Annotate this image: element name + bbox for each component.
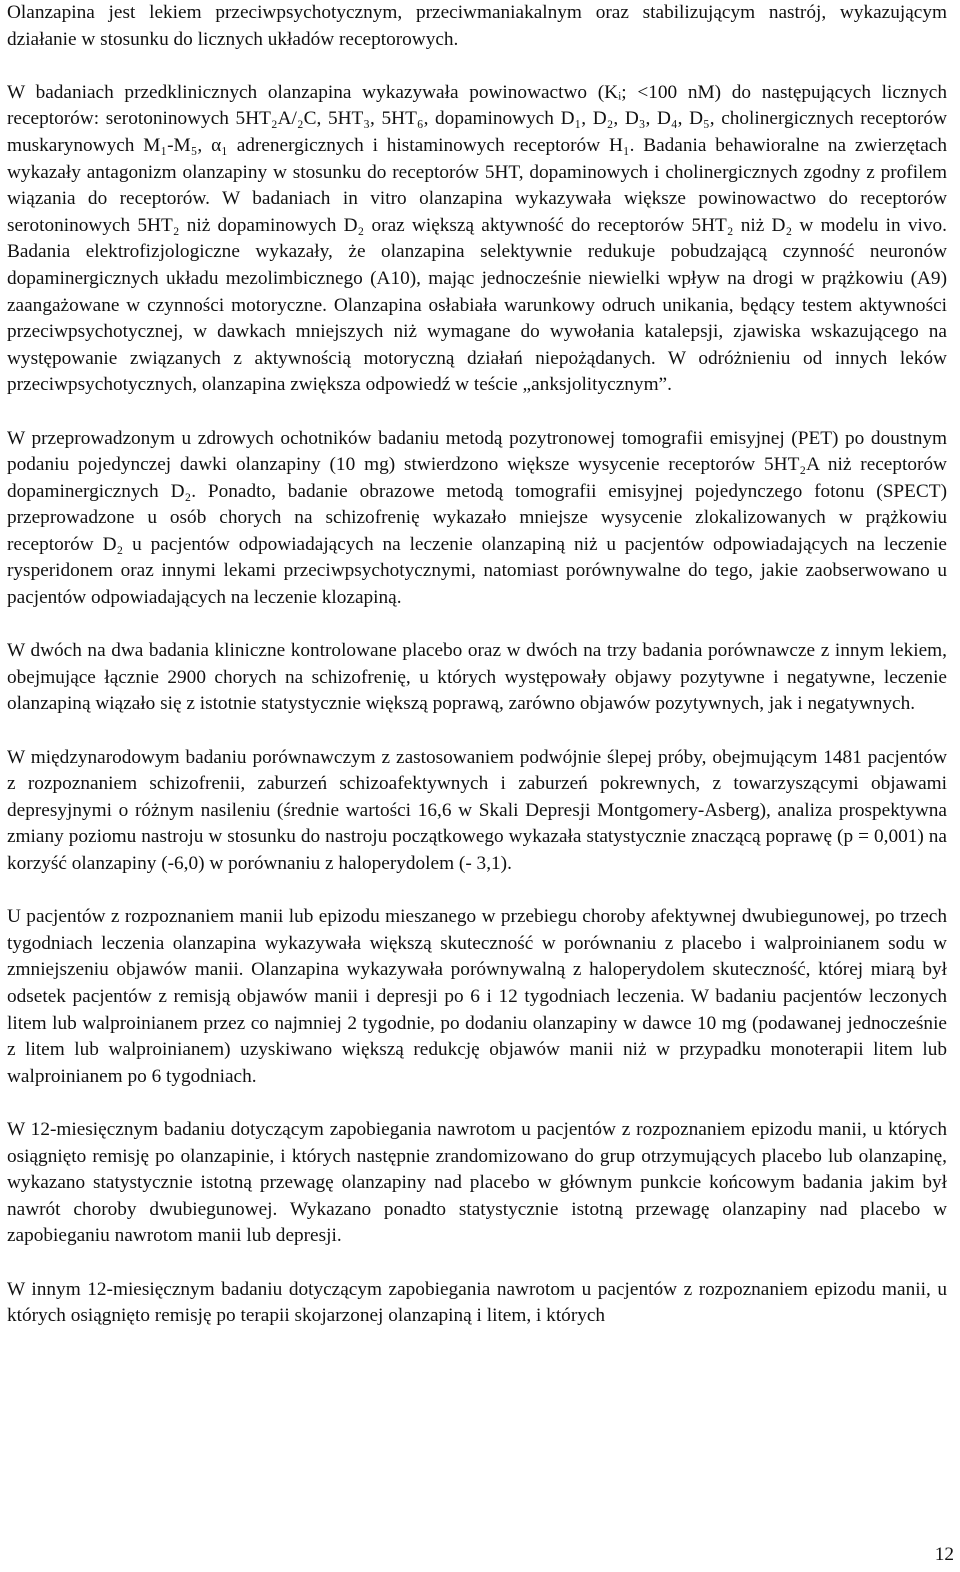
paragraph-combination-therapy: W innym 12-miesięcznym badaniu dotyczącym zapobiegania nawrotom u pacjentów z rozpoznaniem epizodu manii, u których osiągnięto remisję po terapii skojarzonej olanzapiną i litem, i których	[7, 1278, 947, 1327]
paragraph-international-trial: W międzynarodowym badaniu porównawczym z zastosowaniem podwójnie ślepej próby, obejmującym 1481 pacjentów z rozpoznaniem schizofrenii, zaburzeń schizoafektywnych i zaburzeń pokrewnych, z towarzyszącymi objawami depresyjnymi o różnym nasileniu (średnie wartości 16,6 w Skali Depresji Montgomery-Asberg), analiza prospektywna zmiany poziomu nastroju w stosunku do nastroju początkowego wykazała statystycznie znaczącą poprawę (p = 0,001) na korzyść olanzapiny (-6,0) w porównaniu z haloperydolem (- 3,1).	[7, 746, 947, 874]
paragraph-mechanism-intro: Olanzapina jest lekiem przeciwpsychotycznym, przeciwmaniakalnym oraz stabilizującym nastrój, wykazującym działanie w stosunku do licznych układów receptorowych.	[7, 2, 947, 50]
paragraph-relapse-prevention: W 12-miesięcznym badaniu dotyczącym zapobiegania nawrotom u pacjentów z rozpoznaniem epizodu manii, u których osiągnięto remisję po olanzapinie, i których następnie zrandomizowano do grup otrzymujących placebo lub olanzapinę, wykazano statystycznie istotną przewagę olanzapiny nad placebo w głównym punkcie końcowym badania jakim był nawrót choroby dwubiegunowej. Wykazano ponadto statystycznie istotną przewagę olanzapiny nad placebo w zapobieganiu nawrotom manii lub depresji.	[7, 1118, 947, 1247]
document-body	[7, 0, 947, 1330]
paragraph-pet-spect-studies: W przeprowadzonym u zdrowych ochotników badaniu metodą pozytronowej tomografii emisyjnej (PET) po doustnym podaniu pojedynczej dawki olanzapiny (10 mg) stwierdzono większe wysycenie receptorów 5HT₂A niż receptorów dopaminergicznych D₂. Ponadto, badanie obrazowe metodą tomografii emisyjnej pojedynczego fotonu (SPECT) przeprowadzone u osób chorych na schizofrenię wykazało mniejsze wysycenie zlokalizowanych w prążkowiu receptorów D₂ u pacjentów odpowiadających na leczenie olanzapiną niż u pacjentów odpowiadających na leczenie rysperidonem oraz innymi lekami przeciwpsychotycznymi, natomiast porównywalne do tego, jakie zaobserwowano u pacjentów odpowiadających na leczenie klozapiną.	[7, 427, 947, 609]
page-number: 12	[934, 1544, 954, 1565]
paragraph-preclinical-studies: W badaniach przedklinicznych olanzapina wykazywała powinowactwo (Kᵢ; <100 nM) do następujących licznych receptorów: serotoninowych 5HT₂A/₂C, 5HT₃, 5HT₆, dopaminowych D₁, D₂, D₃, D₄, D₅, cholinergicznych receptorów muskarynowych M₁-M₅, α₁ adrenergicznych i histaminowych receptorów H₁. Badania behawioralne na zwierzętach wykazały antagonizm olanzapiny w stosunku do receptorów 5HT, dopaminowych i cholinergicznych zgodny z profilem wiązania do receptorów. W badaniach in vitro olanzapina wykazywała większe powinowactwo do receptorów serotoninowych 5HT₂ niż dopaminowych D₂ oraz większą aktywność do receptorów 5HT₂ niż D₂ w modelu in vivo. Badania elektrofizjologiczne wykazały, że olanzapina selektywnie redukuje pobudzającą czynność neuronów dopaminergicznych układu mezolimbicznego (A10), mając jednocześnie niewielki wpływ na drogi w prążkowiu (A9) zaangażowane w czynności motoryczne. Olanzapina osłabiała warunkowy odruch unikania, będący testem aktywności przeciwpsychotycznej, w dawkach mniejszych niż wymagane do wywołania katalepsji, zjawiska wskazującego na występowanie związanych z aktywnością motoryczną działań niepożądanych. W odróżnieniu od innych leków przeciwpsychotycznych, olanzapina zwiększa odpowiedź w teście „anksjolitycznym”.	[7, 81, 947, 396]
paragraph-mania-trials: U pacjentów z rozpoznaniem manii lub epizodu mieszanego w przebiegu choroby afektywnej dwubiegunowej, po trzech tygodniach leczenia olanzapina wykazywała większą skuteczność w porównaniu z placebo i walproinianem sodu w zmniejszeniu objawów manii. Olanzapina wykazywała porównywalną z haloperydolem skuteczność, której miarą był odsetek pacjentów z remisją objawów manii i depresji po 6 i 12 tygodniach leczenia. W badaniu pacjentów leczonych litem lub walproinianem przez co najmniej 2 tygodnie, po dodaniu olanzapiny w dawce 10 mg (podawanej jednocześnie z litem lub walproinianem) uzyskiwano większą redukcję objawów manii niż w przypadku monoterapii litem lub walproinianem po 6 tygodniach.	[7, 906, 947, 1087]
paragraph-schizophrenia-trials: W dwóch na dwa badania kliniczne kontrolowane placebo oraz w dwóch na trzy badania porównawcze z innym lekiem, obejmujące łącznie 2900 chorych na schizofrenię, u których występowały objawy pozytywne i negatywne, leczenie olanzapiną wiązało się z istotnie statystycznie większą poprawą, zarówno objawów pozytywnych, jak i negatywnych.	[7, 640, 947, 715]
